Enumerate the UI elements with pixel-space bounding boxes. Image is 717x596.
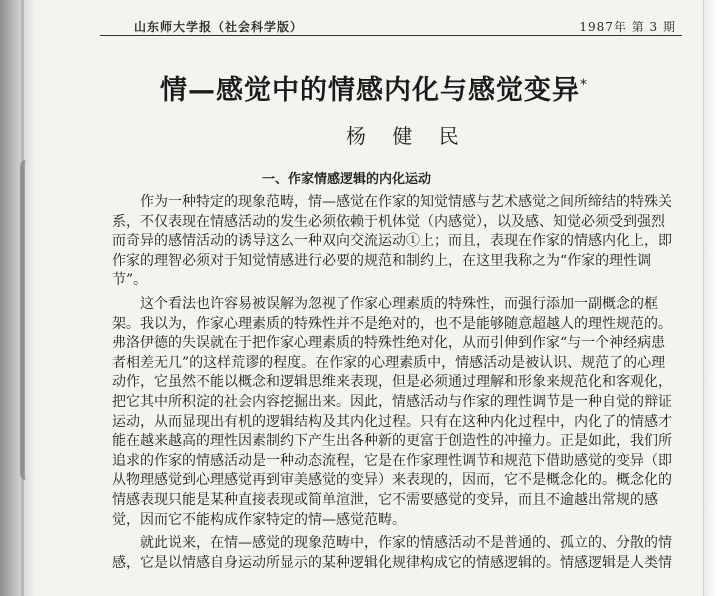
article-author: 杨 健 民 [346,124,469,148]
article-title [160,68,630,107]
body-line: 架。我以为，作家心理素质的特殊性并不是绝对的，也不是能够随意超越人的理性规范的。 [112,315,672,332]
body-line: 把它其中所积淀的社会内容挖掘出来。因此，情感活动与作家的理性调节是一种自觉的辩证 [112,393,672,410]
journal-name: 山东师大学报（社会科学版） [134,20,304,34]
binding-curl [20,160,42,480]
running-header [100,14,682,36]
body-line: 而奇异的感情活动的诱导这么一种双向交流运动①上；而且，表现在作家的情感内化上，即 [112,233,672,250]
body-line: 这个看法也许容易被误解为忽视了作家心理素质的特殊性，而强行添加一副概念的框 [140,295,658,312]
body-line: 追求的作家的情感活动是一种动态流程，它是在作家理性调节和规范下借助感觉的变异（即 [112,452,672,469]
body-line: 就此说来，在情—感觉的现象范畴中，作家的情感活动不是普通的、孤立的、分散的情 [140,535,672,552]
title-footnote-mark: * [580,77,588,93]
body-line: 觉，因而它不能构成作家特定的情—感觉范畴。 [112,511,406,528]
body-line: 动作，它虽然不能以概念和逻辑思维来表现，但是必须通过理解和形象来规范化和客观化， [112,374,672,391]
page-right-edge [703,0,717,596]
body-line: 者相差无几”的这样荒谬的程度。在作家的心理素质中，情感活动是被认识、规范了的心理 [112,354,666,371]
body-paragraph [112,534,680,573]
article-body [112,193,680,577]
body-line: 感，它是以情感自身运动所显示的某种逻辑化规律构成它的情感逻辑的。情感逻辑是人类情 [112,554,672,571]
body-line: 节”。 [112,272,148,289]
body-line: 作家的理智必须对于知觉情感进行必要的规范和制约上，在这里我称之为“作家的理性调 [112,252,652,269]
body-line: 情感表现只能是某种直接表现或简单渲泄，它不需要感觉的变异，而且不逾越出常规的感 [112,491,658,508]
body-line: 弗洛伊德的失误就在于把作家心理素质的特殊性绝对化，从而引伸到作家“与一个神经病患 [112,335,666,352]
section-heading: 一、作家情感逻辑的内化运动 [262,172,432,187]
body-line: 作为一种特定的现象范畴，情—感觉在作家的知觉情感与艺术感觉之间所缔结的特殊关 [140,194,672,210]
article-title-text: 情—感觉中的情感内化与感觉变异 [160,75,580,106]
body-line: 从物理感觉到心理感觉再到审美感觉的变异）来表现的，因而，它不是概念化的。概念化的 [112,472,672,489]
body-line: 系，不仅表现在情感活动的发生必须依赖于机体觉（内感觉），以及感、知觉必须受到强烈 [112,213,665,230]
body-paragraph [112,295,680,530]
body-line: 能在越来越高的理性因素制约下产生出各种新的更富于创造性的冲撞力。正是如此，我们所 [112,433,672,450]
body-paragraph [112,193,680,291]
issue-number: 1987年 第 3 期 [579,20,676,34]
body-line: 运动，从而显现出有机的逻辑结构及其内化过程。只有在这种内化过程中，内化了的情感才 [112,413,672,430]
